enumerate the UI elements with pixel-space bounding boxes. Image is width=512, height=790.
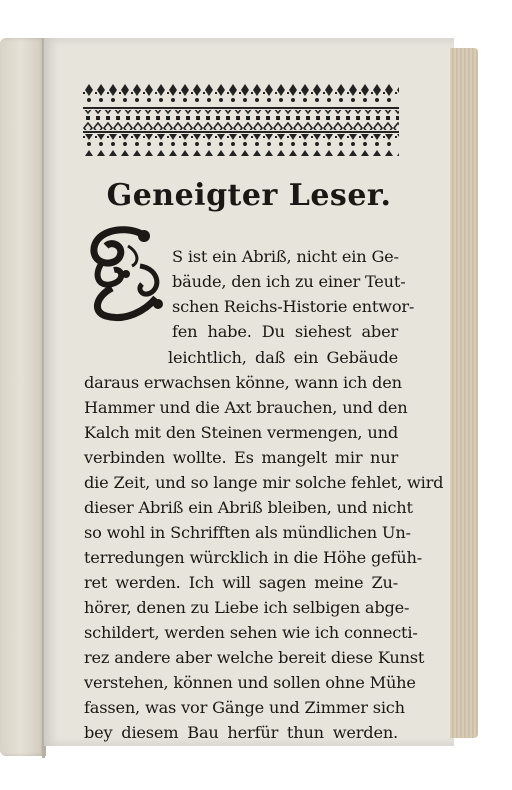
left-page	[0, 38, 46, 756]
text-line: Kalch mit den Steinen vermengen, und	[84, 423, 398, 442]
text-line: fen habe. Du siehest aber	[172, 322, 398, 341]
text-line: leichtlich, daß ein Gebäude	[168, 348, 398, 367]
text-line: S ist ein Abriß, nicht ein Ge-	[172, 247, 399, 266]
text-line: ret werden. Ich will sagen meine Zu-	[84, 573, 398, 592]
text-line: bey diesem Bau herfür thun werden.	[84, 723, 398, 742]
text-line: schildert, werden sehen wie ich connecti-	[84, 623, 418, 642]
text-line: Hammer und die Axt brauchen, und den	[84, 398, 408, 417]
text-line: hörer, denen zu Liebe ich selbigen abge-	[84, 598, 410, 617]
text-line: terredungen würcklich in die Höhe gefüh-	[84, 548, 423, 567]
text-line: verbinden wollte. Es mangelt mir nur	[84, 448, 398, 467]
text-line: so wohl in Schrifften als mündlichen Un-	[84, 523, 411, 542]
text-line: schen Reichs-Historie entwor-	[172, 297, 415, 316]
page-title: Geneigter Leser.	[106, 178, 392, 213]
text-line: dieser Abriß ein Abriß bleiben, und nicht	[84, 498, 413, 517]
text-line: verstehen, können und sollen ohne Mühe	[84, 673, 416, 692]
text-line: daraus erwachsen könne, wann ich den	[84, 373, 402, 392]
text-line: rez andere aber welche bereit diese Kunst	[84, 648, 425, 667]
decorated-initial	[82, 226, 168, 322]
page-edges	[450, 48, 478, 738]
text-line: die Zeit, und so lange mir solche fehlet, wird	[84, 473, 444, 492]
text-line: fassen, was vor Gänge und Zimmer sich	[84, 698, 405, 717]
ornamental-headpiece	[83, 82, 399, 156]
text-line: bäude, den ich zu einer Teut-	[172, 272, 406, 291]
